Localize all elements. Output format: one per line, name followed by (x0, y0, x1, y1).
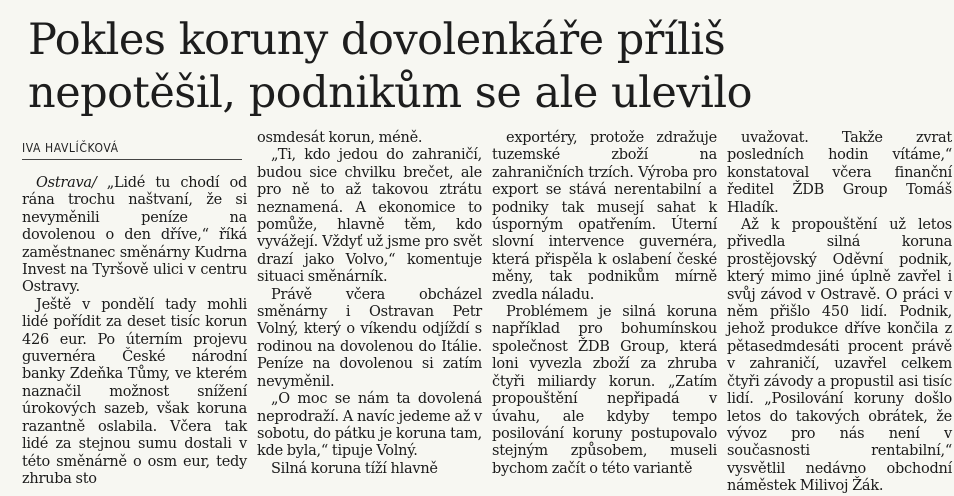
article-column-4 (727, 130, 952, 496)
paragraph: Právě včera obcházel směnárny i Ostravan Petr Volný, který o víkendu odjíždí s rodinou na dovolenou do Itálie. Peníze na dovolenou si zatím nevyměnil. (257, 286, 482, 390)
headline-line-1: Pokles koruny dovolenkáře příliš (28, 15, 726, 65)
paragraph: Problémem je silná koruna například pro bohumínskou společnost ŽDB Group, která loni vyvezla zboží za zhruba čtyři miliardy korun. „Zatím propouštění nepřipadá v úvahu, ale kdyby tempo posilování koruny postupovalo stejným způsobem, museli bychom začít o této variantě (492, 304, 717, 477)
paragraph-text: „Lidé tu chodí od rána trochu naštvaní, že si nevyměnili peníze na dovolenou o den dříve,“ říká zaměstnanec směnárny Kudrna Invest na Tyršově ulici v centru Ostravy. (22, 175, 247, 296)
article-column-3 (492, 130, 717, 478)
headline (28, 14, 938, 120)
headline-line-2: nepotěšil, podnikům se ale ulevilo (28, 68, 753, 118)
article-column-2 (257, 130, 482, 478)
author-byline: IVA HAVLÍČKOVÁ (22, 141, 242, 160)
paragraph: „O moc se nám ta dovolená neprodraží. A navíc jedeme až v sobotu, do pátku je koruna tam, kde byla,“ tipuje Volný. (257, 391, 482, 460)
paragraph: osmdesát korun, méně. (257, 130, 423, 146)
paragraph: Silná koruna tíží hlavně (271, 460, 438, 477)
article-column-1 (22, 175, 247, 488)
dateline: Ostrava/ (36, 175, 97, 191)
paragraph: Ještě v pondělí tady mohli lidé pořídit za deset tisíc korun 426 eur. Po úterním projevu guvernéra České národní banky Zdeňka Tůmy, ve kterém naznačil možnost snížení úrokových sazeb, však koruna razantně oslabila. Včera tak lidé za stejnou sumu dostali v této směnárně o osm eur, tedy zhruba sto (22, 296, 247, 487)
paragraph: exportéry, protože zdražuje tuzemské zboží na zahraničních trzích. Výroba pro export se stává nerentabilní a podniky tak musejí sahat k úsporným opatřením. Úterní slovní intervence guvernéra, která přispěla k oslabení české měny, tak podnikům mírně zvedla náladu. (492, 130, 717, 303)
paragraph (22, 175, 247, 297)
paragraph: uvažovat. Takže zvrat posledních hodin vítáme,“ konstatoval včera finanční ředitel ŽDB Group Tomáš Hladík. (727, 130, 952, 216)
paragraph: Až k propouštění už letos přivedla silná koruna prostějovský Oděvní podnik, který mimo jiné úplně zavřel i svůj závod v Ostravě. O práci v něm přišlo 450 lidí. Podnik, jehož produkce dříve končila z pětasedmdesáti procent právě v zahraničí, uzavřel celkem čtyři závody a propustil asi tisíc lidí. „Posilování koruny došlo letos do takových obrátek, že vývoz pro nás není v současnosti rentabilní,“ vysvětlil nedávno obchodní náměstek Milivoj Žák. (727, 217, 952, 495)
paragraph: „Ti, kdo jedou do zahraničí, budou sice chvilku brečet, ale pro ně to až takovou ztrátu neznamená. A ekonomice to pomůže, hlavně těm, kdo vyvážejí. Vždyť už jsme pro svět drazí jako Volvo,“ komentuje situaci směnárník. (257, 147, 482, 286)
